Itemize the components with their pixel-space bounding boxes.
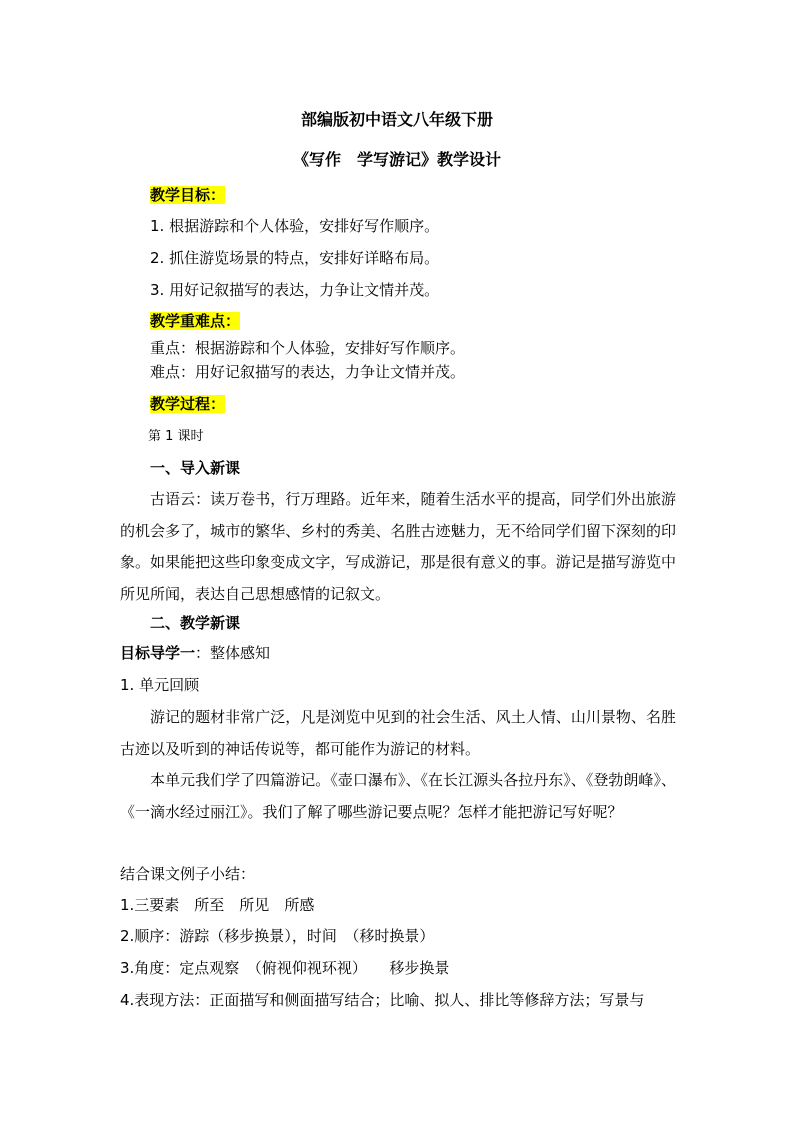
intro-paragraph: 古语云：读万卷书，行万理路。近年来，随着生活水平的提高，同学们外出旅游的机会多了，城市的繁华、乡村的秀美、名胜古迹魅力，无不给同学们留下深刻的印象。如果能把这些印象变成文字，写成游记，那是很有意义的事。游记是描写游览中所见所闻，表达自己思想感情的记叙文。 (120, 490, 676, 603)
section-heading-intro: 一、导入新课 (150, 459, 241, 477)
summary-item: 2.顺序：游踪（移步换景），时间 （移时换景） (120, 927, 435, 945)
document-title: 部编版初中语文八年级下册 (300, 110, 493, 129)
guide-topic: ：整体感知 (195, 644, 271, 662)
guide-heading (120, 643, 270, 663)
summary-item: 3.角度：定点观察 （俯视仰视环视） 移步换景 (120, 959, 450, 977)
unit-paragraph: 本单元我们学了四篇游记。《壶口瀑布》、《在长江源头各拉丹东》、《登勃朗峰》、《一滴水经过丽江》。我们了解了哪些游记要点呢？怎样才能把游记写好呢？ (120, 771, 676, 821)
keypoints-heading (150, 311, 240, 331)
lesson-label: 第 1 课时 (148, 429, 204, 444)
summary-item: 4.表现方法：正面描写和侧面描写结合；比喻、拟人、排比等修辞方法；写景与 (120, 991, 645, 1009)
summary-item: 1.三要素 所至 所见 所感 (120, 896, 315, 914)
goal-item: 1. 根据游踪和个人体验，安排好写作顺序。 (150, 217, 440, 235)
topic-paragraph: 游记的题材非常广泛，凡是浏览中见到的社会生活、风土人情、山川景物、名胜古迹以及听到的神话传说等，都可能作为游记的材料。 (120, 708, 676, 758)
goal-item: 2. 抓住游览场景的特点，安排好详略布局。 (150, 249, 440, 267)
goals-heading (150, 185, 225, 205)
goal-item: 3. 用好记叙描写的表达，力争让文情并茂。 (150, 281, 440, 299)
guide-label: 目标导学一 (120, 644, 196, 662)
highlighted-heading: 教学过程： (150, 395, 226, 413)
keypoint-main: 重点：根据游踪和个人体验，安排好写作顺序。 (150, 339, 466, 357)
highlighted-heading: 教学重难点： (150, 312, 241, 330)
process-heading (150, 394, 225, 414)
highlighted-heading: 教学目标： (150, 186, 226, 204)
document-subtitle: 《写作 学写游记》教学设计 (292, 150, 501, 169)
unit-review-heading: 1. 单元回顾 (120, 676, 200, 694)
summary-intro: 结合课文例子小结： (120, 865, 256, 883)
keypoint-hard: 难点：用好记叙描写的表达，力争让文情并茂。 (150, 363, 466, 381)
section-heading-new-lesson: 二、教学新课 (150, 614, 241, 632)
